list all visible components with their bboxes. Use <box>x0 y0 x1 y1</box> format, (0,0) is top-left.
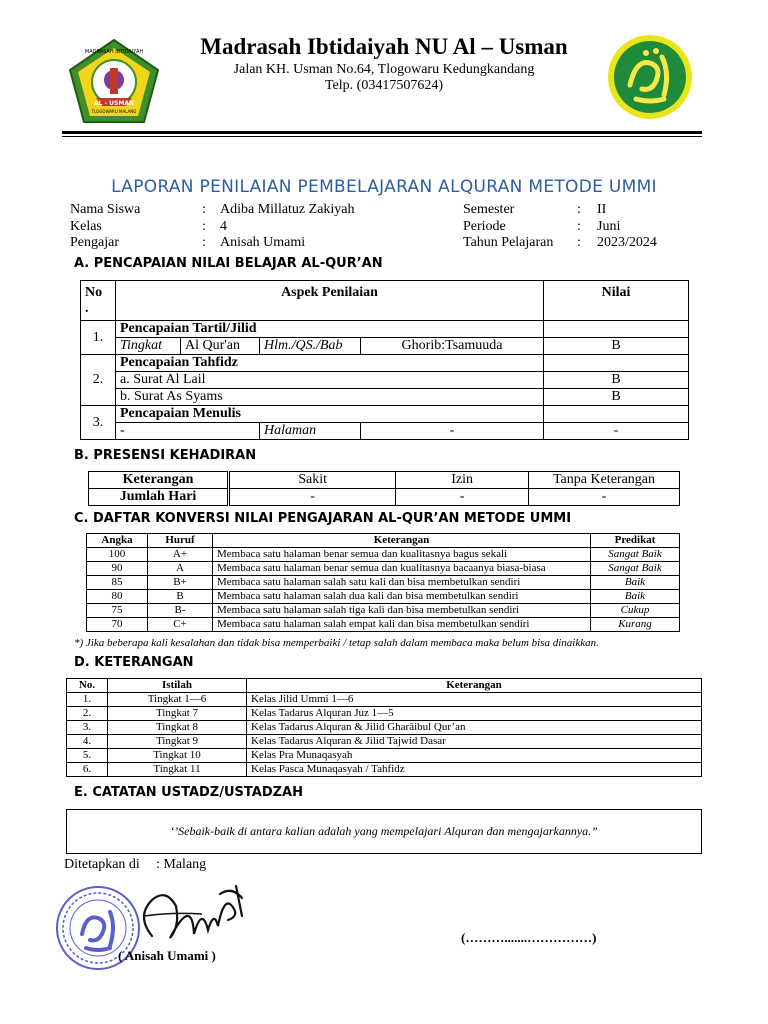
value-kelas: 4 <box>220 218 227 234</box>
terms-keterangan: Kelas Tadarus Alquran & Jilid Gharāibul Qur’an <box>247 721 702 735</box>
logo-middle-text: AL - USMAN <box>94 100 134 107</box>
header-divider-thin <box>62 136 702 137</box>
conv-predikat: Sangat Baik <box>591 548 680 562</box>
label-kelas: Kelas <box>70 218 102 234</box>
conv-keterangan: Membaca satu halaman benar semua dan kualitasnya bacaanya biasa-biasa <box>213 562 591 576</box>
conv-huruf: A+ <box>148 548 213 562</box>
value-pengajar: Anisah Umami <box>220 235 306 250</box>
table-row <box>87 618 680 632</box>
row1-score: B <box>544 338 689 355</box>
row1-hlm-label: Hlm./QS./Bab <box>260 338 361 355</box>
table-row <box>87 590 680 604</box>
terms-keterangan: Kelas Pra Munaqasyah <box>247 749 702 763</box>
conv-predikat: Sangat Baik <box>591 562 680 576</box>
terms-istilah: Tingkat 8 <box>108 721 247 735</box>
teacher-signature-mark <box>132 876 250 956</box>
terms-istilah: Tingkat 11 <box>108 763 247 777</box>
section-e-title: E. CATATAN USTADZ/USTADZAH <box>74 785 303 800</box>
header-no: No . <box>81 281 116 321</box>
conv-angka: 80 <box>87 590 148 604</box>
section-c-title: C. DAFTAR KONVERSI NILAI PENGAJARAN AL-QUR’AN METODE UMMI <box>74 511 572 526</box>
row3-level: - <box>116 423 260 440</box>
logo-top-text: MADRASAH IBTIDAIYAH <box>84 49 144 55</box>
row2-no: 2. <box>81 355 116 406</box>
attendance-header-keterangan: Keterangan <box>89 472 229 489</box>
student-info-left: Nama Siswa : Adiba Millatuz Zakiyah Kelas : 4 Pengajar : Anisah Umami <box>70 202 355 250</box>
row3-halaman-value: - <box>361 423 544 440</box>
section-d-title: D. KETERANGAN <box>74 655 194 670</box>
value-semester: II <box>597 202 607 217</box>
table-row <box>67 721 702 735</box>
conv-header-keterangan: Keterangan <box>213 534 591 548</box>
attendance-header-izin: Izin <box>396 472 529 489</box>
table-row <box>87 604 680 618</box>
conv-header-angka: Angka <box>87 534 148 548</box>
header-divider-thick <box>62 131 702 134</box>
table-row <box>87 548 680 562</box>
section-b-title: B. PRESENSI KEHADIRAN <box>74 448 257 463</box>
teacher-signature-name: ( Anisah Umami ) <box>118 948 216 963</box>
conv-huruf: B+ <box>148 576 213 590</box>
conv-huruf: C+ <box>148 618 213 632</box>
row2-item-2: b. Surat As Syams <box>116 389 544 406</box>
conv-angka: 90 <box>87 562 148 576</box>
attendance-header-tanpa: Tanpa Keterangan <box>529 472 680 489</box>
attendance-header-sakit: Sakit <box>229 472 396 489</box>
row1-tingkat-value: Al Qur'an <box>181 338 260 355</box>
row2-item-2-score: B <box>544 389 689 406</box>
table-row <box>67 693 702 707</box>
conv-predikat: Baik <box>591 590 680 604</box>
label-pengajar: Pengajar <box>70 235 119 250</box>
row2-item-1: a. Surat Al Lail <box>116 372 544 389</box>
attendance-table <box>88 471 680 506</box>
row1-title: Pencapaian Tartil/Jilid <box>116 321 544 338</box>
teacher-note: ‘’Sebaik-baik di antara kalian adalah yang mempelajari Alquran dan mengajarkannya.” <box>170 824 598 838</box>
logo-bottom-text: TLOGOWARU MALANG <box>91 109 137 114</box>
conv-keterangan: Membaca satu halaman benar semua dan kualitasnya bagus sekali <box>213 548 591 562</box>
conv-huruf: A <box>148 562 213 576</box>
conv-keterangan: Membaca satu halaman salah dua kali dan bisa membetulkan sendiri <box>213 590 591 604</box>
student-info-right: Semester : II Periode : Juni Tahun Pelajaran : 2023/2024 <box>463 202 657 250</box>
conv-angka: 70 <box>87 618 148 632</box>
terms-istilah: Tingkat 10 <box>108 749 247 763</box>
value-periode: Juni <box>597 218 621 234</box>
table-row <box>87 576 680 590</box>
row3-halaman-label: Halaman <box>260 423 361 440</box>
row1-no: 1. <box>81 321 116 355</box>
terms-keterangan: Kelas Pasca Munaqasyah / Tahfidz <box>247 763 702 777</box>
label-nama: Nama Siswa <box>70 202 141 217</box>
table-row <box>67 763 702 777</box>
place-value: : Malang <box>156 857 207 872</box>
row3-no: 3. <box>81 406 116 440</box>
conv-header-huruf: Huruf <box>148 534 213 548</box>
terms-keterangan: Kelas Tadarus Alquran & Jilid Tajwid Dasar <box>247 735 702 749</box>
terms-no: 1. <box>67 693 108 707</box>
terms-no: 2. <box>67 707 108 721</box>
table-row <box>67 735 702 749</box>
row1-tingkat-label: Tingkat <box>116 338 181 355</box>
conv-huruf: B- <box>148 604 213 618</box>
conv-angka: 85 <box>87 576 148 590</box>
conv-keterangan: Membaca satu halaman salah satu kali dan bisa membetulkan sendiri <box>213 576 591 590</box>
terms-header-no: No. <box>67 679 108 693</box>
conv-keterangan: Membaca satu halaman salah tiga kali dan bisa membetulkan sendiri <box>213 604 591 618</box>
conversion-footnote: *) Jika beberapa kali kesalahan dan tidak bisa memperbaiki / tetap salah dalam membaca maka belum bisa dinaikkan. <box>74 637 599 649</box>
attendance-izin: - <box>396 489 529 506</box>
terms-istilah: Tingkat 7 <box>108 707 247 721</box>
section-a-title: A. PENCAPAIAN NILAI BELAJAR AL-QUR’AN <box>74 256 383 271</box>
conv-angka: 100 <box>87 548 148 562</box>
report-title: LAPORAN PENILAIAN PEMBELAJARAN ALQURAN METODE UMMI <box>111 177 657 197</box>
terms-header-keterangan: Keterangan <box>247 679 702 693</box>
phone-line: Telp. (03417507624) <box>324 78 443 93</box>
label-tahun: Tahun Pelajaran <box>463 235 554 250</box>
row2-title: Pencapaian Tahfidz <box>116 355 544 372</box>
table-row <box>67 749 702 763</box>
terms-no: 6. <box>67 763 108 777</box>
attendance-sakit: - <box>229 489 396 506</box>
row1-hlm-value: Ghorib:Tsamuuda <box>361 338 544 355</box>
place-label: Ditetapkan di <box>64 857 140 872</box>
attendance-tanpa: - <box>529 489 680 506</box>
section-a-table <box>80 280 689 440</box>
label-semester: Semester <box>463 202 515 217</box>
terms-istilah: Tingkat 9 <box>108 735 247 749</box>
terms-no: 3. <box>67 721 108 735</box>
terms-no: 4. <box>67 735 108 749</box>
parent-signature-line: (……….......……………) <box>461 930 597 945</box>
header-score: Nilai <box>544 281 689 321</box>
terms-istilah: Tingkat 1—6 <box>108 693 247 707</box>
table-row <box>67 707 702 721</box>
conversion-table <box>86 533 680 632</box>
conv-predikat: Kurang <box>591 618 680 632</box>
terms-keterangan: Kelas Jilid Ummi 1—6 <box>247 693 702 707</box>
conv-angka: 75 <box>87 604 148 618</box>
attendance-row-label: Jumlah Hari <box>89 489 229 506</box>
table-row <box>87 562 680 576</box>
terms-header-istilah: Istilah <box>108 679 247 693</box>
address-line: Jalan KH. Usman No.64, Tlogowaru Kedungkandang <box>233 62 535 77</box>
school-name: Madrasah Ibtidaiyah NU Al – Usman <box>200 34 568 59</box>
row2-item-1-score: B <box>544 372 689 389</box>
row3-title: Pencapaian Menulis <box>116 406 544 423</box>
value-tahun: 2023/2024 <box>597 235 657 250</box>
conv-predikat: Baik <box>591 576 680 590</box>
teacher-note-box <box>66 809 702 854</box>
terms-keterangan: Kelas Tadarus Alquran Juz 1—5 <box>247 707 702 721</box>
conv-header-predikat: Predikat <box>591 534 680 548</box>
label-periode: Periode <box>463 218 506 234</box>
terms-no: 5. <box>67 749 108 763</box>
terms-table <box>66 678 702 777</box>
header-aspect: Aspek Penilaian <box>116 281 544 321</box>
conv-huruf: B <box>148 590 213 604</box>
conv-predikat: Cukup <box>591 604 680 618</box>
value-nama: Adiba Millatuz Zakiyah <box>220 202 355 217</box>
conv-keterangan: Membaca satu halaman salah empat kali dan bisa membetulkan sendiri <box>213 618 591 632</box>
row3-score: - <box>544 423 689 440</box>
school-address <box>0 62 768 94</box>
